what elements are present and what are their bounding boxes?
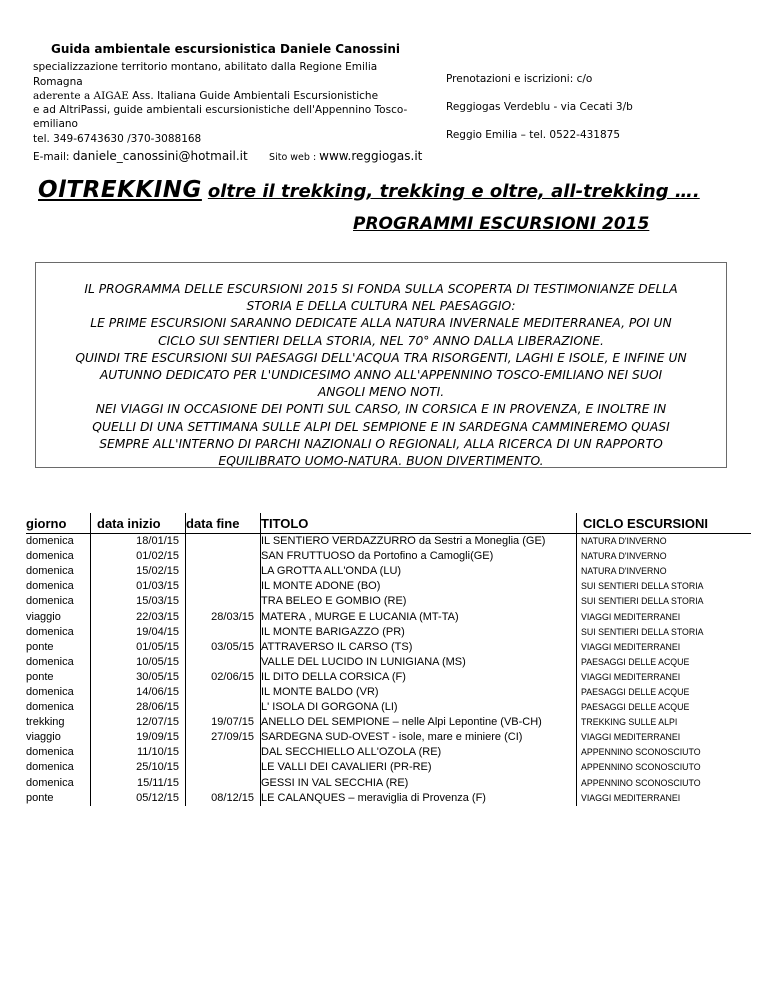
cell-titolo: LA GROTTA ALL'ONDA (LU)	[261, 564, 577, 579]
cell-data-fine: 19/07/15	[186, 715, 261, 730]
cell-data-fine	[186, 745, 261, 760]
cell-data-fine	[186, 700, 261, 715]
cell-ciclo: PAESAGGI DELLE ACQUE	[581, 686, 690, 697]
cell-data-inizio: 25/10/15	[91, 760, 186, 775]
cell-titolo: SARDEGNA SUD-OVEST - isole, mare e miniere (CI)	[261, 730, 577, 745]
table-row	[26, 760, 751, 775]
cell-data-fine	[186, 564, 261, 579]
intro-line: CICLO SUI SENTIERI DELLA STORIA, NEL 70° ANNO DALLA LIBERAZIONE.	[158, 333, 604, 348]
table-row	[26, 715, 751, 730]
cell-data-inizio: 12/07/15	[91, 715, 186, 730]
cell-data-inizio: 01/03/15	[91, 579, 186, 594]
cell-ciclo: NATURA D'INVERNO	[581, 566, 667, 577]
brand-title: OlTREKKING	[38, 177, 202, 203]
header-titolo: TITOLO	[261, 513, 577, 534]
cell-giorno: domenica	[26, 685, 91, 700]
cell-giorno: domenica	[26, 760, 91, 775]
cell-giorno: viaggio	[26, 730, 91, 745]
cell-data-fine	[186, 685, 261, 700]
guide-name: Guida ambientale escursionistica Daniele Canossini	[51, 42, 401, 56]
cell-data-fine: 28/03/15	[186, 609, 261, 624]
web-label: Sito web :	[269, 152, 320, 164]
table-row	[26, 730, 751, 745]
header-data-inizio: data inizio	[91, 513, 186, 534]
contact-line	[33, 149, 423, 165]
table-row	[26, 564, 751, 579]
cell-data-inizio: 01/05/15	[91, 640, 186, 655]
cell-titolo: DAL SECCHIELLO ALL'OZOLA (RE)	[261, 745, 577, 760]
cell-ciclo: VIAGGI MEDITERRANEI	[581, 732, 681, 743]
cell-titolo: SAN FRUTTUOSO da Portofino a Camogli(GE)	[261, 549, 577, 564]
cell-data-fine	[186, 534, 261, 550]
intro-line: STORIA E DELLA CULTURA NEL PAESAGGIO:	[246, 299, 516, 314]
header-ciclo: CICLO ESCURSIONI	[577, 513, 752, 534]
booking-info	[446, 72, 633, 156]
cell-ciclo: SUI SENTIERI DELLA STORIA	[581, 626, 704, 637]
table-row	[26, 609, 751, 624]
cell-ciclo: SUI SENTIERI DELLA STORIA	[581, 581, 704, 592]
intro-line: IL PROGRAMMA DELLE ESCURSIONI 2015 SI FONDA SULLA SCOPERTA DI TESTIMONIANZE DELLA	[84, 282, 678, 296]
cell-data-inizio: 22/03/15	[91, 609, 186, 624]
specialization-line: specializzazione territorio montano, abilitato dalla Regione Emilia Romagna	[33, 61, 378, 88]
cell-titolo: TRA BELEO E GOMBIO (RE)	[261, 594, 577, 609]
cell-giorno: domenica	[26, 745, 91, 760]
cell-ciclo: SUI SENTIERI DELLA STORIA	[581, 596, 704, 607]
cell-titolo: VALLE DEL LUCIDO IN LUNIGIANA (MS)	[261, 655, 577, 670]
cell-titolo: ATTRAVERSO IL CARSO (TS)	[261, 640, 577, 655]
cell-ciclo: VIAGGI MEDITERRANEI	[581, 641, 681, 652]
intro-line: QUELLI DI UNA SETTIMANA SULLE ALPI DEL SEMPIONE E IN SARDEGNA CAMMINEREMO QUASI	[92, 419, 670, 434]
cell-data-inizio: 15/02/15	[91, 564, 186, 579]
cell-giorno: domenica	[26, 594, 91, 609]
cell-titolo: IL DITO DELLA CORSICA (F)	[261, 670, 577, 685]
program-subtitle: PROGRAMMI ESCURSIONI 2015	[353, 214, 650, 234]
cell-titolo: L' ISOLA DI GORGONA (LI)	[261, 700, 577, 715]
intro-box	[35, 262, 727, 468]
table-row	[26, 640, 751, 655]
shop-phone: Reggio Emilia – tel. 0522-431875	[446, 129, 621, 141]
intro-line: SEMPRE ALL'INTERNO DI PARCHI NAZIONALI O REGIONALI, ALLA RICERCA DI UN RAPPORTO	[99, 436, 663, 451]
membership-line	[33, 89, 423, 103]
phone-line: tel. 349-6743630 /370-3088168	[33, 132, 202, 145]
cell-data-fine	[186, 760, 261, 775]
table-row	[26, 549, 751, 564]
cell-data-fine	[186, 655, 261, 670]
intro-line: EQUILIBRATO UOMO-NATURA. BUON DIVERTIMENTO.	[218, 454, 544, 469]
email-label: E-mail:	[33, 151, 73, 164]
cell-ciclo: TREKKING SULLE ALPI	[581, 717, 678, 728]
cell-titolo: IL MONTE BARIGAZZO (PR)	[261, 625, 577, 640]
table-row	[26, 776, 751, 791]
cell-data-inizio: 15/03/15	[91, 594, 186, 609]
cell-giorno: ponte	[26, 670, 91, 685]
table-header-row	[26, 513, 751, 534]
cell-ciclo: VIAGGI MEDITERRANEI	[581, 671, 681, 682]
cell-data-inizio: 30/05/15	[91, 670, 186, 685]
cell-data-inizio: 15/11/15	[91, 776, 186, 791]
cell-giorno: domenica	[26, 579, 91, 594]
cell-data-fine: 27/09/15	[186, 730, 261, 745]
cell-data-fine	[186, 776, 261, 791]
cell-data-inizio: 05/12/15	[91, 791, 186, 806]
cell-titolo: ANELLO DEL SEMPIONE – nelle Alpi Lepontine (VB-CH)	[261, 715, 577, 730]
shop-address: Reggiogas Verdeblu - via Cecati 3/b	[446, 101, 633, 113]
cell-giorno: domenica	[26, 655, 91, 670]
table-row	[26, 745, 751, 760]
cell-giorno: viaggio	[26, 609, 91, 624]
cell-giorno: ponte	[26, 640, 91, 655]
cell-data-inizio: 11/10/15	[91, 745, 186, 760]
cell-data-inizio: 28/06/15	[91, 700, 186, 715]
header-data-fine: data fine	[186, 513, 261, 534]
cell-ciclo: NATURA D'INVERNO	[581, 536, 667, 547]
excursions-table	[26, 513, 751, 806]
cell-data-inizio: 14/06/15	[91, 685, 186, 700]
table-row	[26, 534, 751, 550]
cell-giorno: domenica	[26, 700, 91, 715]
intro-line: AUTUNNO DEDICATO PER L'UNDICESIMO ANNO ALL'APPENNINO TOSCO-EMILIANO NEI SUOI	[99, 368, 663, 383]
table-row	[26, 594, 751, 609]
cell-ciclo: APPENNINO SCONOSCIUTO	[581, 777, 701, 788]
table-row	[26, 700, 751, 715]
cell-data-inizio: 10/05/15	[91, 655, 186, 670]
cell-ciclo: PAESAGGI DELLE ACQUE	[581, 656, 690, 667]
cell-data-inizio: 19/09/15	[91, 730, 186, 745]
cell-titolo: GESSI IN VAL SECCHIA (RE)	[261, 776, 577, 791]
organizer-info	[33, 42, 423, 165]
aigae-label: aderente a AIGAE	[33, 89, 129, 102]
table-row	[26, 685, 751, 700]
aigae-description: Ass. Italiana Guide Ambientali Escursionistiche	[128, 89, 379, 102]
cell-giorno: domenica	[26, 776, 91, 791]
header-giorno: giorno	[26, 513, 91, 534]
cell-ciclo: VIAGGI MEDITERRANEI	[581, 792, 681, 803]
cell-data-fine: 08/12/15	[186, 791, 261, 806]
cell-giorno: trekking	[26, 715, 91, 730]
cell-data-fine: 02/06/15	[186, 670, 261, 685]
intro-line: QUINDI TRE ESCURSIONI SUI PAESAGGI DELL'ACQUA TRA RISORGENTI, LAGHI E ISOLE, E INFINE UN	[75, 350, 687, 365]
website-link[interactable]: www.reggiogas.it	[319, 149, 423, 164]
cell-giorno: ponte	[26, 791, 91, 806]
intro-line: NEI VIAGGI IN OCCASIONE DEI PONTI SUL CARSO, IN CORSICA E IN PROVENZA, E INOLTRE IN	[95, 402, 667, 417]
table-row	[26, 655, 751, 670]
intro-line: LE PRIME ESCURSIONI SARANNO DEDICATE ALLA NATURA INVERNALE MEDITERRANEA, POI UN	[90, 316, 672, 331]
cell-data-inizio: 18/01/15	[91, 534, 186, 550]
intro-line: ANGOLI MENO NOTI.	[317, 385, 445, 400]
table-row	[26, 791, 751, 806]
cell-giorno: domenica	[26, 625, 91, 640]
cell-titolo: IL MONTE ADONE (BO)	[261, 579, 577, 594]
cell-data-fine	[186, 579, 261, 594]
brand-tagline: oltre il trekking, trekking e oltre, all-trekking ….	[207, 181, 700, 202]
table-row	[26, 670, 751, 685]
email-link[interactable]: daniele_canossini@hotmail.it	[72, 149, 248, 164]
cell-data-inizio: 19/04/15	[91, 625, 186, 640]
cell-giorno: domenica	[26, 534, 91, 550]
cell-ciclo: APPENNINO SCONOSCIUTO	[581, 762, 701, 773]
cell-ciclo: VIAGGI MEDITERRANEI	[581, 611, 681, 622]
cell-ciclo: APPENNINO SCONOSCIUTO	[581, 747, 701, 758]
cell-ciclo: PAESAGGI DELLE ACQUE	[581, 702, 690, 713]
page-title	[38, 177, 738, 203]
cell-titolo: MATERA , MURGE E LUCANIA (MT-TA)	[261, 609, 577, 624]
altripassi-line: e ad AltriPassi, guide ambientali escursionistiche dell'Appennino Tosco-emiliano	[33, 104, 408, 131]
cell-data-fine	[186, 549, 261, 564]
cell-titolo: IL SENTIERO VERDAZZURRO da Sestri a Moneglia (GE)	[261, 534, 577, 550]
cell-giorno: domenica	[26, 564, 91, 579]
cell-titolo: LE VALLI DEI CAVALIERI (PR-RE)	[261, 760, 577, 775]
cell-ciclo: NATURA D'INVERNO	[581, 551, 667, 562]
cell-titolo: IL MONTE BALDO (VR)	[261, 685, 577, 700]
cell-data-fine: 03/05/15	[186, 640, 261, 655]
table-row	[26, 625, 751, 640]
cell-data-fine	[186, 625, 261, 640]
cell-data-inizio: 01/02/15	[91, 549, 186, 564]
table-row	[26, 579, 751, 594]
cell-data-fine	[186, 594, 261, 609]
cell-titolo: LE CALANQUES – meraviglia di Provenza (F)	[261, 791, 577, 806]
cell-giorno: domenica	[26, 549, 91, 564]
booking-label: Prenotazioni e iscrizioni: c/o	[446, 73, 593, 85]
